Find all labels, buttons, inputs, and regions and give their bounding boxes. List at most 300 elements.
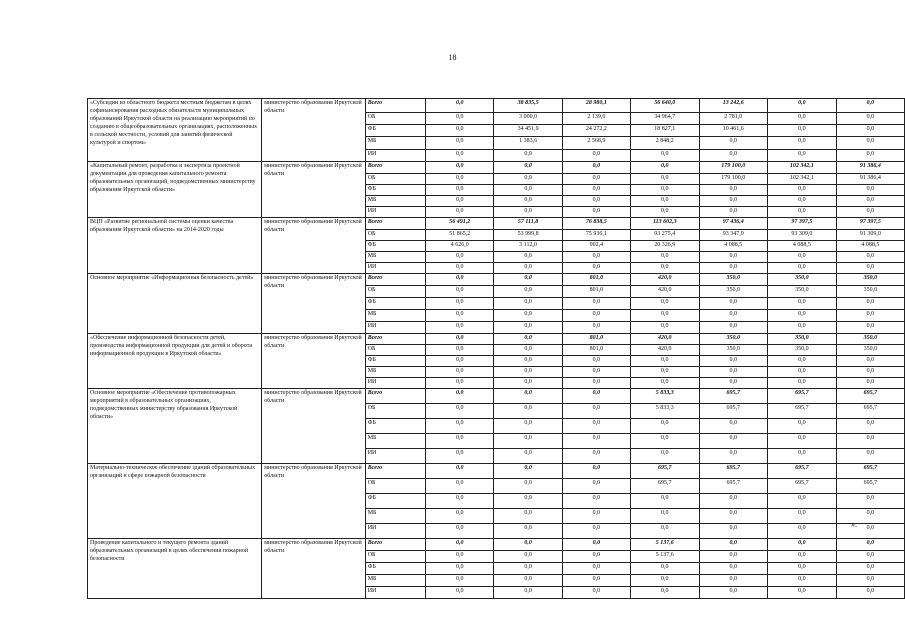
amount-cell: 695,7 [699,389,768,404]
amount-cell: 695,7 [631,464,700,479]
responsible-executor: министерство образования Иркутской области [262,274,366,334]
amount-cell: 0,0 [631,449,700,464]
funding-source: ФБ [365,241,425,252]
amount-cell: 695,7 [768,479,837,494]
amount-cell: 0,0 [562,162,630,174]
amount-cell: 0,0 [699,563,768,575]
funding-source: ФБ [365,298,425,310]
amount-cell: 0,0 [562,404,630,419]
amount-cell: 420,0 [631,345,700,356]
funding-source: ОБ [365,404,425,419]
amount-cell: 13 242,6 [699,99,768,113]
amount-cell: 0,0 [768,419,837,434]
amount-cell: 0,0 [631,509,700,524]
amount-cell: 0,0 [426,539,494,551]
amount-cell: 0,0 [768,137,837,150]
funding-source: МБ [365,252,425,263]
amount-cell: 0,0 [494,334,562,345]
funding-source: Всего [365,464,425,479]
amount-cell: 0,0 [836,196,904,207]
amount-cell: 0,0 [699,263,768,274]
amount-cell: 97 436,4 [699,218,768,230]
amount-cell: 0,0 [426,494,494,509]
amount-cell: 0,0 [699,378,768,389]
amount-cell: 0,0 [699,524,768,539]
amount-cell: 0,0 [836,494,904,509]
amount-cell: 0,0 [836,322,904,334]
amount-cell: 420,0 [631,274,700,286]
amount-cell: 0,0 [562,419,630,434]
amount-cell: 0,0 [836,298,904,310]
amount-cell: 0,0 [631,162,700,174]
amount-cell: 0,0 [836,551,904,563]
amount-cell: 0,0 [699,196,768,207]
amount-cell: 18 827,1 [631,125,700,137]
funding-source: ИИ [365,449,425,464]
amount-cell: 0,0 [562,298,630,310]
funding-source: Всего [365,274,425,286]
amount-cell: 56 491,2 [426,218,494,230]
amount-cell: 0,0 [426,367,494,378]
amount-cell: 102 342,1 [768,162,837,174]
amount-cell: 0,0 [768,434,837,449]
amount-cell: 0,0 [699,252,768,263]
amount-cell: 0,0 [562,389,630,404]
amount-cell: 2 139,0 [562,113,630,125]
amount-cell: 350,0 [836,286,904,298]
funding-source: Всего [365,99,425,113]
amount-cell: 350,0 [768,274,837,286]
funding-source: МБ [365,310,425,322]
amount-cell: 0,0 [562,479,630,494]
amount-cell: 34 964,7 [631,113,700,125]
amount-cell: 4 088,5 [699,241,768,252]
amount-cell: 801,0 [562,286,630,298]
amount-cell: 695,7 [836,404,904,419]
responsible-executor: министерство образования Иркутской области [262,464,366,539]
amount-cell: 0,0 [836,356,904,367]
amount-cell: 0,0 [699,322,768,334]
table-row [88,539,905,551]
page-number: 18 [448,53,457,62]
funding-source: ФБ [365,419,425,434]
program-name: Основное мероприятие «Информационная безопасность детей» [88,274,262,334]
amount-cell: 0,0 [426,310,494,322]
amount-cell: 0,0 [494,479,562,494]
amount-cell: 0,0 [631,196,700,207]
amount-cell: 0,0 [494,575,562,587]
amount-cell: 0,0 [699,150,768,162]
amount-cell: 0,0 [699,434,768,449]
funding-source: ОБ [365,345,425,356]
amount-cell: 91 386,4 [836,162,904,174]
amount-cell: 0,0 [426,389,494,404]
amount-cell: 0,0 [494,434,562,449]
amount-cell: 0,0 [631,587,700,599]
amount-cell: 0,0 [426,113,494,125]
amount-cell: 0,0 [494,419,562,434]
amount-cell: 0,0 [562,196,630,207]
amount-cell: 0,0 [494,150,562,162]
amount-cell: 0,0 [426,434,494,449]
amount-cell: 695,7 [768,464,837,479]
amount-cell: 4 626,0 [426,241,494,252]
amount-cell: 0,0 [494,551,562,563]
amount-cell: 0,0 [562,464,630,479]
amount-cell: 0,0 [699,185,768,196]
amount-cell: 350,0 [836,274,904,286]
amount-cell: 179 100,0 [699,174,768,185]
amount-cell: 0,0 [631,378,700,389]
amount-cell: 0,0 [836,310,904,322]
amount-cell: 0,0 [426,356,494,367]
amount-cell: 0,0 [494,356,562,367]
amount-cell: 0,0 [562,449,630,464]
funding-source: МБ [365,434,425,449]
amount-cell: 0,0 [426,286,494,298]
amount-cell: 0,0 [494,298,562,310]
amount-cell: 0,0 [426,274,494,286]
amount-cell: 350,0 [768,286,837,298]
amount-cell: 0,0 [426,587,494,599]
amount-cell: 0,0 [562,310,630,322]
amount-cell: 695,7 [699,464,768,479]
amount-cell: 0,0 [494,162,562,174]
amount-cell: 0,0 [699,419,768,434]
funding-source: Всего [365,334,425,345]
amount-cell: 3 000,0 [494,113,562,125]
amount-cell: 0,0 [426,551,494,563]
amount-cell: 0,0 [494,274,562,286]
amount-cell: 0,0 [426,334,494,345]
amount-cell: 0,0 [631,524,700,539]
amount-cell: 91 309,0 [836,230,904,241]
funding-source: ИИ [365,524,425,539]
amount-cell: 695,7 [631,479,700,494]
amount-cell: 0,0 [836,150,904,162]
table-row [88,162,905,174]
amount-cell: 0,0 [768,125,837,137]
amount-cell: 57 111,8 [494,218,562,230]
amount-cell: 0,0 [494,378,562,389]
table-row [88,99,905,113]
amount-cell: 0,0 [768,99,837,113]
amount-cell: 350,0 [699,345,768,356]
amount-cell: 0,0 [768,196,837,207]
amount-cell: 0,0 [631,563,700,575]
amount-cell: 0,0 [768,310,837,322]
funding-source: ИИ [365,207,425,218]
program-name: ВЦП «Развитие региональной системы оценки качества образования Иркутской области» на 2014-2020 годы [88,218,262,274]
funding-source: Всего [365,162,425,174]
amount-cell: 56 640,0 [631,99,700,113]
funding-source: ФБ [365,125,425,137]
amount-cell: 695,7 [699,479,768,494]
amount-cell: 0,0 [562,150,630,162]
amount-cell: 0,0 [562,575,630,587]
amount-cell: 0,0 [494,524,562,539]
amount-cell: 0,0 [494,252,562,263]
amount-cell: 0,0 [768,563,837,575]
funding-source: МБ [365,137,425,150]
funding-source: МБ [365,509,425,524]
amount-cell: 0,0 [494,322,562,334]
amount-cell: 0,0 [562,434,630,449]
closing-quote: ». [851,520,857,529]
amount-cell: 0,0 [562,174,630,185]
amount-cell: 102 342,1 [768,174,837,185]
amount-cell: 0,0 [836,563,904,575]
funding-source: ИИ [365,378,425,389]
amount-cell: 0,0 [562,185,630,196]
amount-cell: 24 272,2 [562,125,630,137]
amount-cell: 0,0 [426,464,494,479]
amount-cell: 0,0 [494,263,562,274]
amount-cell: 0,0 [768,551,837,563]
amount-cell: 420,0 [631,286,700,298]
responsible-executor: министерство образования Иркутской области [262,334,366,389]
funding-source: ФБ [365,563,425,575]
amount-cell: 0,0 [494,494,562,509]
program-name: Основное мероприятие «Обеспечение противопожарных мероприятий в образовательных организациях, подведомственных министерству образования Иркутской области» [88,389,262,464]
amount-cell: 0,0 [836,575,904,587]
table-row [88,334,905,345]
amount-cell: 0,0 [768,587,837,599]
program-name: «Капитальный ремонт, разработка и экспертиза проектной документации для проведения капитального ремонта образовательных организаций, подведомственных министерству образования Иркутской области» [88,162,262,218]
amount-cell: 5 833,3 [631,389,700,404]
amount-cell: 0,0 [768,356,837,367]
amount-cell: 0,0 [699,575,768,587]
amount-cell: 0,0 [426,378,494,389]
amount-cell: 0,0 [836,449,904,464]
funding-source: ОБ [365,113,425,125]
program-name: «Обеспечение информационной безопасности детей, производства информационной продукции для детей и оборота информационной продукции в Иркутской области» [88,334,262,389]
amount-cell: 350,0 [768,345,837,356]
amount-cell: 0,0 [562,587,630,599]
amount-cell: 0,0 [631,367,700,378]
funding-source: ОБ [365,230,425,241]
funding-source: ИИ [365,322,425,334]
amount-cell: 0,0 [562,524,630,539]
amount-cell: 0,0 [836,524,904,539]
amount-cell: 0,0 [836,367,904,378]
amount-cell: 0,0 [426,263,494,274]
amount-cell: 0,0 [836,185,904,196]
amount-cell: 695,7 [768,404,837,419]
amount-cell: 0,0 [699,207,768,218]
amount-cell: 0,0 [699,539,768,551]
amount-cell: 0,0 [631,252,700,263]
funding-source: Всего [365,389,425,404]
amount-cell: 0,0 [768,207,837,218]
amount-cell: 0,0 [494,509,562,524]
amount-cell: 801,0 [562,345,630,356]
amount-cell: 0,0 [631,322,700,334]
amount-cell: 0,0 [426,345,494,356]
amount-cell: 53 999,8 [494,230,562,241]
table-row [88,389,905,404]
amount-cell: 0,0 [768,575,837,587]
amount-cell: 0,0 [768,524,837,539]
program-name: Проведение капитального и текущего ремонта зданий образовательных организаций в целях обеспечения пожарной безопасности [88,539,262,599]
amount-cell: 350,0 [699,286,768,298]
amount-cell: 0,0 [494,185,562,196]
amount-cell: 0,0 [562,551,630,563]
amount-cell: 0,0 [699,298,768,310]
amount-cell: 0,0 [699,356,768,367]
amount-cell: 695,7 [836,479,904,494]
amount-cell: 0,0 [836,263,904,274]
amount-cell: 0,0 [631,575,700,587]
amount-cell: 0,0 [699,449,768,464]
amount-cell: 0,0 [494,345,562,356]
amount-cell: 0,0 [494,286,562,298]
amount-cell: 0,0 [768,509,837,524]
amount-cell: 0,0 [494,367,562,378]
amount-cell: 113 602,3 [631,218,700,230]
amount-cell: 34 451,9 [494,125,562,137]
amount-cell: 0,0 [631,298,700,310]
amount-cell: 0,0 [836,434,904,449]
amount-cell: 0,0 [836,378,904,389]
amount-cell: 0,0 [768,378,837,389]
amount-cell: 0,0 [494,449,562,464]
amount-cell: 0,0 [768,449,837,464]
amount-cell: 695,7 [836,464,904,479]
amount-cell: 0,0 [426,137,494,150]
amount-cell: 0,0 [768,367,837,378]
funding-source: ОБ [365,286,425,298]
amount-cell: 695,7 [836,389,904,404]
amount-cell: 0,0 [699,587,768,599]
amount-cell: 0,0 [494,563,562,575]
amount-cell: 0,0 [426,449,494,464]
amount-cell: 2 781,0 [699,113,768,125]
amount-cell: 0,0 [631,419,700,434]
amount-cell: 0,0 [836,125,904,137]
amount-cell: 0,0 [768,539,837,551]
amount-cell: 5 833,3 [631,404,700,419]
amount-cell: 0,0 [562,322,630,334]
amount-cell: 902,4 [562,241,630,252]
amount-cell: 0,0 [699,367,768,378]
amount-cell: 0,0 [562,539,630,551]
amount-cell: 0,0 [836,137,904,150]
amount-cell: 0,0 [836,113,904,125]
amount-cell: 0,0 [631,174,700,185]
responsible-executor: министерство образования Иркутской области [262,389,366,464]
amount-cell: 0,0 [426,185,494,196]
table-row [88,464,905,479]
funding-source: ОБ [365,479,425,494]
amount-cell: 0,0 [631,356,700,367]
amount-cell: 93 347,9 [699,230,768,241]
amount-cell: 0,0 [631,185,700,196]
amount-cell: 0,0 [426,207,494,218]
amount-cell: 0,0 [699,509,768,524]
amount-cell: 801,0 [562,274,630,286]
amount-cell: 0,0 [562,509,630,524]
amount-cell: 91 386,4 [836,174,904,185]
amount-cell: 0,0 [494,539,562,551]
amount-cell: 5 137,6 [631,551,700,563]
amount-cell: 5 137,6 [631,539,700,551]
amount-cell: 2 848,2 [631,137,700,150]
amount-cell: 0,0 [426,150,494,162]
amount-cell: 10 461,6 [699,125,768,137]
amount-cell: 0,0 [562,356,630,367]
amount-cell: 420,0 [631,334,700,345]
amount-cell: 0,0 [426,196,494,207]
amount-cell: 0,0 [836,207,904,218]
amount-cell: 350,0 [699,274,768,286]
responsible-executor: министерство образования Иркутской области [262,218,366,274]
amount-cell: 0,0 [494,389,562,404]
program-name: «Субсидии из областного бюджета местным бюджетам в целях софинансирования расходных обязательств муниципальных образований Иркутской области на реализацию мероприятий по созданию в общеобразовательных организациях, расположенных в сельской местности, условий для занятий физической культурой и спортом» [88,99,262,162]
amount-cell: 0,0 [836,539,904,551]
amount-cell: 0,0 [768,150,837,162]
amount-cell: 0,0 [631,150,700,162]
responsible-executor: министерство образования Иркутской области [262,99,366,162]
amount-cell: 0,0 [494,587,562,599]
amount-cell: 97 397,5 [768,218,837,230]
amount-cell: 0,0 [426,162,494,174]
amount-cell: 0,0 [494,207,562,218]
amount-cell: 97 397,5 [836,218,904,230]
funding-source: ОБ [365,551,425,563]
amount-cell: 0,0 [562,563,630,575]
amount-cell: 0,0 [494,404,562,419]
amount-cell: 695,7 [768,389,837,404]
amount-cell: 28 980,1 [562,99,630,113]
amount-cell: 350,0 [768,334,837,345]
amount-cell: 0,0 [768,252,837,263]
amount-cell: 0,0 [836,252,904,263]
funding-source: ИИ [365,587,425,599]
amount-cell: 0,0 [836,509,904,524]
amount-cell: 695,7 [699,404,768,419]
amount-cell: 0,0 [426,509,494,524]
amount-cell: 0,0 [426,419,494,434]
amount-cell: 0,0 [699,310,768,322]
funding-source: ФБ [365,494,425,509]
amount-cell: 0,0 [426,298,494,310]
amount-cell: 0,0 [836,419,904,434]
amount-cell: 0,0 [768,494,837,509]
amount-cell: 0,0 [562,378,630,389]
amount-cell: 350,0 [699,334,768,345]
amount-cell: 0,0 [562,367,630,378]
amount-cell: 4 088,5 [768,241,837,252]
amount-cell: 0,0 [426,322,494,334]
amount-cell: 0,0 [836,587,904,599]
amount-cell: 0,0 [631,310,700,322]
amount-cell: 93 275,4 [631,230,700,241]
amount-cell: 1 383,6 [494,137,562,150]
amount-cell: 0,0 [426,404,494,419]
amount-cell: 4 088,5 [836,241,904,252]
amount-cell: 2 568,9 [562,137,630,150]
amount-cell: 0,0 [494,464,562,479]
amount-cell: 0,0 [494,174,562,185]
amount-cell: 0,0 [631,494,700,509]
amount-cell: 0,0 [768,185,837,196]
amount-cell: 0,0 [699,494,768,509]
amount-cell: 801,0 [562,334,630,345]
amount-cell: 0,0 [768,322,837,334]
amount-cell: 3 112,0 [494,241,562,252]
amount-cell: 93 309,0 [768,230,837,241]
